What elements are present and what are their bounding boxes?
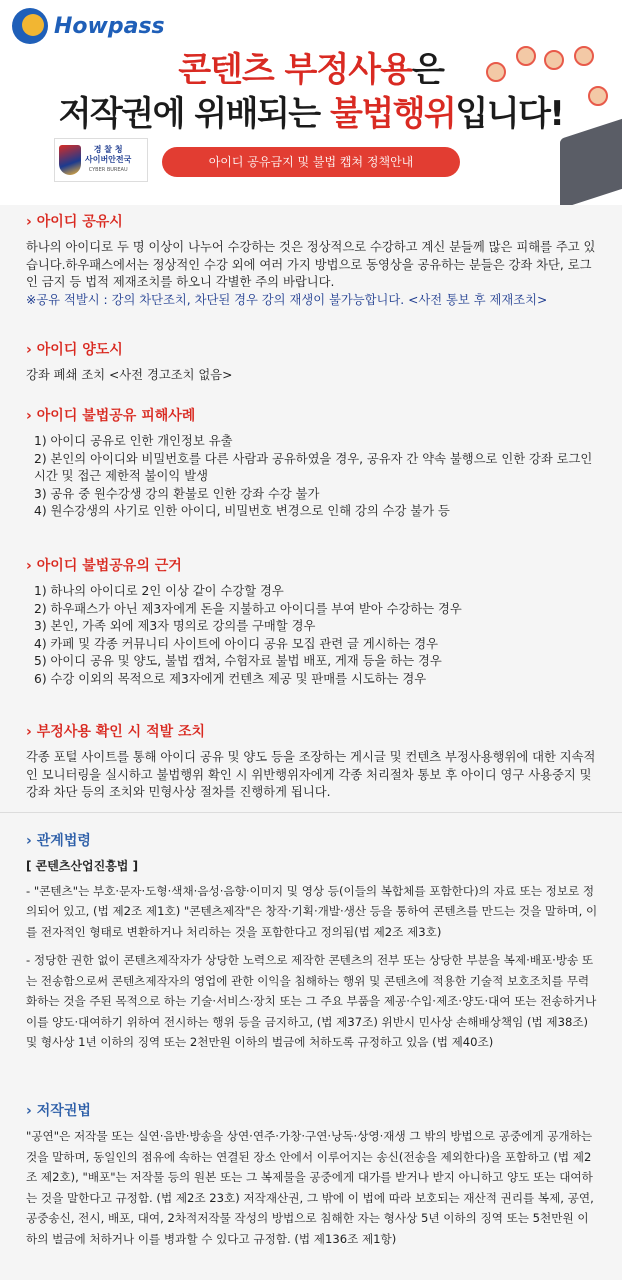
section-title: › 아이디 불법공유의 근거 <box>26 558 182 574</box>
chevron-right-icon: › <box>26 724 32 740</box>
section-id-share <box>26 211 598 309</box>
section-enforcement <box>26 721 598 802</box>
section-damage-cases <box>26 405 598 521</box>
howpass-logo-icon <box>12 8 48 44</box>
section-title: › 아이디 양도시 <box>26 342 123 358</box>
cyber-ko1: 경 찰 청 <box>93 145 123 154</box>
chevron-right-icon: › <box>26 833 32 849</box>
chevron-right-icon: › <box>26 1103 32 1119</box>
list-item: 4) 원수강생의 사기로 인한 아이디, 비밀번호 변경으로 인해 강의 수강 불가 등 <box>34 504 450 518</box>
section-title: › 아이디 공유시 <box>26 214 123 230</box>
headline2-red: 불법행위 <box>330 94 456 134</box>
headline1-dark: 은 <box>411 50 444 90</box>
section-title: › 저작권법 <box>26 1103 91 1119</box>
copyright-paragraph: "공연"은 저작물 또는 실연·음반·방송을 상연·연주·가창·구연·낭독·상영·재생 그 밖의 방법으로 공중에게 공개하는 것을 말하며, 동일인의 점유에 속하는 연결된 장소 안에서 이루어지는 송신(전송을 제외한다)을 포함하고 (법 제2조 제2호), "배포"는 저작물 등의 원본 또는 그 복제물을 공중에게 대가를 받거나 받지 아니하고 양도 또는 대여하는 것을 말한다고 규정함. (법 제2조 23호) 저작재산권, 그 밖에 이 법에 따라 보호되는 재산적 권리를 복제, 공연, 공중송신, 전시, 배포, 대여, 2차적저작물 작성의 방법으로 침해한 자는 형사상 5년 이하의 징역 또는 5천만원 이하의 벌금에 처하거나 이를 병과할 수 있다고 규정함. (법 제136조 제1항) <box>26 1129 594 1246</box>
person-icon <box>544 50 564 70</box>
section-title: › 관계법령 <box>26 833 91 849</box>
cyber-bureau-logo <box>54 138 148 182</box>
law-tag: [ 콘텐츠산업진흥법 ] <box>26 859 139 873</box>
transfer-paragraph: 강좌 폐쇄 조치 <사전 경고조치 없음> <box>26 368 233 382</box>
person-icon <box>486 62 506 82</box>
headline1-red: 콘텐츠 부정사용 <box>178 50 412 90</box>
section-title: › 부정사용 확인 시 적발 조치 <box>26 724 206 740</box>
list-item: 2) 본인의 아이디와 비밀번호를 다른 사람과 공유하였을 경우, 공유자 간 약속 불행으로 인한 강좌 로그인 시간 및 접근 제한적 불이익 발생 <box>34 451 593 483</box>
policy-notice-pill: 아이디 공유금지 및 불법 캡쳐 정책안내 <box>162 147 460 177</box>
chevron-right-icon: › <box>26 214 32 230</box>
headline-line2 <box>0 86 622 135</box>
header-banner <box>0 0 622 205</box>
cyber-en: CYBER BUREAU <box>88 167 128 173</box>
howpass-logo[interactable] <box>12 8 165 44</box>
chevron-right-icon: › <box>26 342 32 358</box>
section-basis <box>26 555 598 688</box>
list-item: 4) 카페 및 각종 커뮤니티 사이트에 아이디 공유 모집 관련 글 게시하는 경우 <box>34 636 439 651</box>
divider <box>0 812 622 813</box>
section-related-laws <box>26 830 598 1053</box>
section-copyright-law <box>26 1100 598 1249</box>
chevron-right-icon: › <box>26 408 32 424</box>
list-item: 5) 아이디 공유 및 양도, 불법 캡쳐, 수험자료 불법 배포, 게재 등을 하는 경우 <box>34 654 442 668</box>
content-area <box>0 205 622 1280</box>
list-item: 1) 아이디 공유로 인한 개인정보 유출 <box>34 434 233 448</box>
section-title: › 아이디 불법공유 피해사례 <box>26 408 196 424</box>
headline2-a: 저작권에 위배되는 <box>58 94 330 134</box>
share-paragraph: 하나의 아이디로 두 명 이상이 나누어 수강하는 것은 정상적으로 수강하고 계신 분들께 많은 피해를 주고 있습니다.하우패스에서는 정상적인 수강 외에 여러 가지 방법으로 동영상을 공유하는 분들은 강좌 차단, 로그인 금지 등 법적 제재조치를 하오니 각별한 주의 바랍니다. <box>26 240 596 289</box>
list-item: 6) 수강 이외의 목적으로 제3자에게 컨텐츠 제공 및 판매를 시도하는 경우 <box>34 671 427 686</box>
law-paragraph-1: - "콘텐츠"는 부호·문자·도형·색채·음성·음향·이미지 및 영상 등(이들의 복합체를 포함한다)의 자료 또는 정보로 정의되어 있고, (법 제2조 제1호) "콘텐츠제작"은 창작·기획·개발·생산 등을 통하여 콘텐츠를 만드는 것을 말하며, 이를 전자적인 형태로 변환하거나 처리하는 것을 포함한다고 정의됨(법 제2조 제3호) <box>26 883 598 939</box>
law-paragraph-2: - 정당한 권한 없이 콘텐츠제작자가 상당한 노력으로 제작한 콘텐츠의 전부 또는 상당한 부분을 복제·배포·방송 또는 전송함으로써 콘텐츠제작자의 영업에 관한 이익을 침해하는 행위 및 콘텐츠에 적용한 기술적 보호조치를 무력화하는 것을 주된 목적으로 하는 기술·서비스·장치 또는 그 주요 부품을 제공·수입·제조·양도·대여 또는 전송하거나 이를 양도·대여하기 위하여 전시하는 행위 등을 금지하고, (법 제37조) 위반시 민사상 손해배상책임 (법 제38조) 및 형사상 1년 이하의 징역 또는 2천만원 이하의 벌금에 처하도록 규정하고 있음 (법 제40조) <box>26 953 597 1049</box>
cyber-ko2: 사이버안전국 <box>85 155 132 164</box>
person-icon <box>588 86 608 106</box>
chevron-right-icon: › <box>26 558 32 574</box>
person-icon <box>574 46 594 66</box>
list-item: 2) 하우패스가 아닌 제3자에게 돈을 지불하고 아이디를 부여 받아 수강하는 경우 <box>34 601 462 616</box>
police-badge-icon <box>59 145 81 175</box>
list-item: 3) 공유 중 원수강생 강의 환불로 인한 강좌 수강 불가 <box>34 486 320 501</box>
share-note: ※공유 적발시 : 강의 차단조치, 차단된 경우 강의 재생이 불가능합니다. <사전 통보 후 제재조치> <box>26 292 548 307</box>
enforcement-paragraph: 각종 포털 사이트를 통해 아이디 공유 및 양도 등을 조장하는 게시글 및 컨텐츠 부정사용행위에 대한 지속적인 모니터링을 실시하고 불법행위 확인 시 위반행위자에게 각종 처리절차 통보 후 아이디 영구 사용중지 및 강좌 차단 등의 조치와 민형사상 절차를 진행하게 됩니다. <box>26 750 596 799</box>
person-icon <box>516 46 536 66</box>
section-id-transfer <box>26 339 598 385</box>
list-item: 1) 하나의 아이디로 2인 이상 같이 수강할 경우 <box>34 584 284 598</box>
list-item: 3) 본인, 가족 외에 제3자 명의로 강의를 구매할 경우 <box>34 619 316 633</box>
headline2-b: 입니다! <box>455 94 564 134</box>
logo-text: Howpass <box>54 13 165 39</box>
